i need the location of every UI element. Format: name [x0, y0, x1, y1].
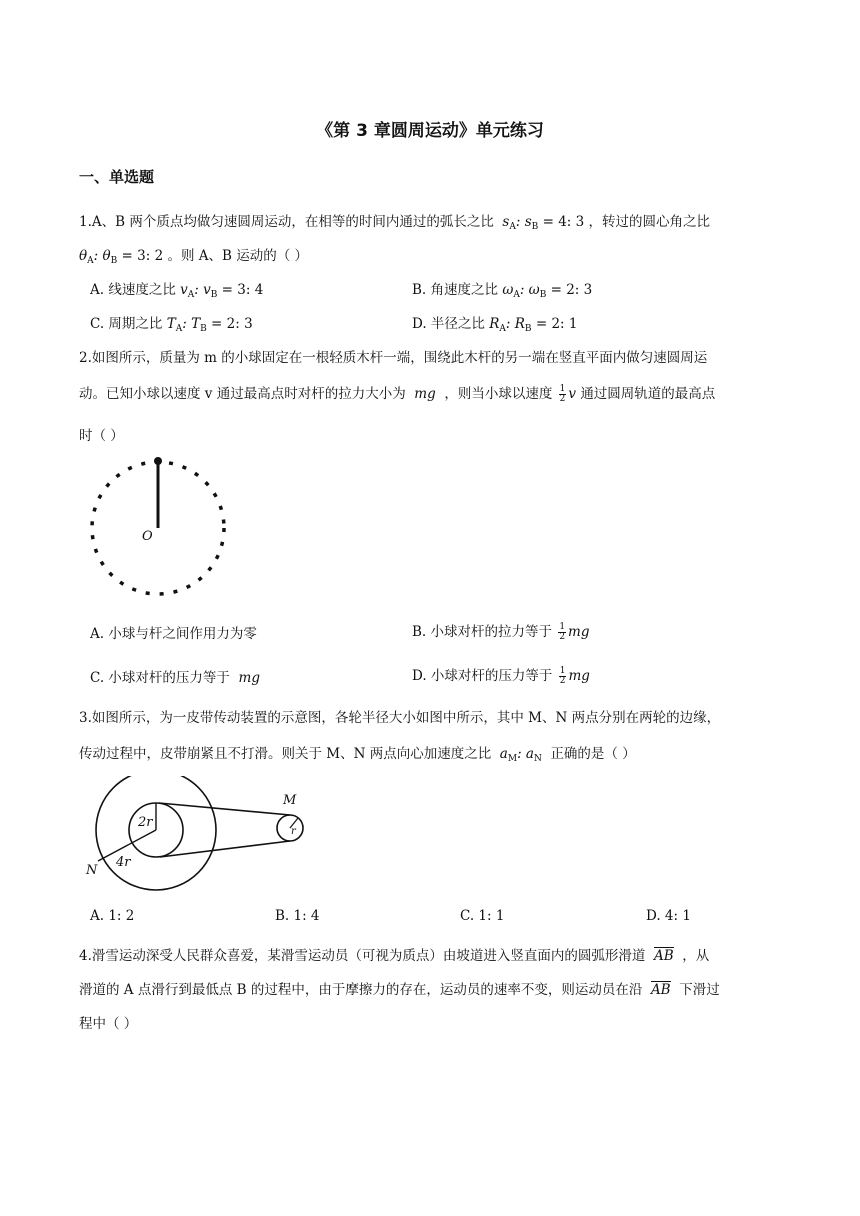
- q3-option-b[interactable]: B. 1: 4: [275, 908, 320, 924]
- q2-figure-label-o: O: [142, 529, 153, 544]
- q3-label-r: r: [291, 826, 296, 837]
- q3-label-n: N: [86, 863, 98, 878]
- q1-line2: $\theta_A$: $\theta_B = 3$: 2 。则 A、B 运动的（ ）: [79, 248, 309, 266]
- q2-line2: 动。已知小球以速度 v 通过最高点时对杆的拉力大小为 mg ，则当小球以速度 $\frac{1}{2}$ v 通过圆周轨道的最高点: [79, 384, 716, 404]
- q1-option-b[interactable]: B. 角速度之比 $\omega_A$: $\omega_B = 2$: 3: [412, 282, 593, 300]
- q2-option-d[interactable]: D. 小球对杆的压力等于 $\frac{1}{2}$ mg: [412, 666, 590, 686]
- q3-label-2r: 2r: [138, 815, 153, 830]
- q2-option-b[interactable]: B. 小球对杆的拉力等于 $\frac{1}{2}$ mg: [412, 622, 590, 642]
- q2-option-a[interactable]: A. 小球与杆之间作用力为零: [90, 626, 257, 642]
- q4-line1: 4.滑雪运动深受人民群众喜爱，某滑雪运动员（可视为质点）由坡道进入竖直面内的圆弧形滑道 AB ，从: [79, 948, 710, 964]
- q4-line3: 程中（ ）: [79, 1016, 138, 1032]
- q1-option-a[interactable]: A. 线速度之比 $v_A$: $v_B = 3$: 4: [90, 282, 264, 300]
- q1-line1: 1.A、B 两个质点均做匀速圆周运动，在相等的时间内通过的弧长之比 $s_A$: $s_B = 4$: 3 ，转过的圆心角之比: [79, 214, 711, 232]
- q4-line2: 滑道的 A 点滑行到最低点 B 的过程中，由于摩擦力的存在，运动员的速率不变，则运动员在沿 AB 下滑过: [79, 982, 720, 998]
- q2-option-c[interactable]: C. 小球对杆的压力等于 mg: [90, 670, 260, 686]
- q3-label-4r: 4r: [116, 855, 131, 870]
- q3-line1: 3.如图所示，为一皮带传动装置的示意图，各轮半径大小如图中所示，其中 M、N 两点分别在两轮的边缘，: [79, 710, 721, 726]
- q1-option-c[interactable]: C. 周期之比 $T_A$: $T_B = 2$: 3: [90, 316, 253, 334]
- q3-line2: 传动过程中，皮带崩紧且不打滑。则关于 M、N 两点向心加速度之比 $a_M$: $a_N$ 正确的是（ ）: [79, 746, 636, 764]
- q1-ratio-theta: 3: 2: [137, 248, 164, 264]
- q3-label-m: M: [283, 793, 297, 808]
- section-heading: 一、单选题: [79, 168, 155, 186]
- q3-option-a[interactable]: A. 1: 2: [90, 908, 135, 924]
- q2-line3: 时（ ）: [79, 428, 124, 444]
- q3-figure-belt-drive: [80, 776, 320, 896]
- q3-option-c[interactable]: C. 1: 1: [460, 908, 505, 924]
- q2-line1: 2.如图所示，质量为 m 的小球固定在一根轻质木杆一端，围绕此木杆的另一端在竖直平面内做匀速圆周运: [79, 350, 708, 366]
- q3-option-d[interactable]: D. 4: 1: [646, 908, 691, 924]
- q1-ratio-s: 4: 3: [558, 214, 585, 230]
- page-title: 《第 3 章圆周运动》单元练习: [316, 121, 544, 141]
- q2-figure-circle-rod: [84, 452, 234, 602]
- q1-option-d[interactable]: D. 半径之比 $R_A$: $R_B = 2$: 1: [412, 316, 578, 334]
